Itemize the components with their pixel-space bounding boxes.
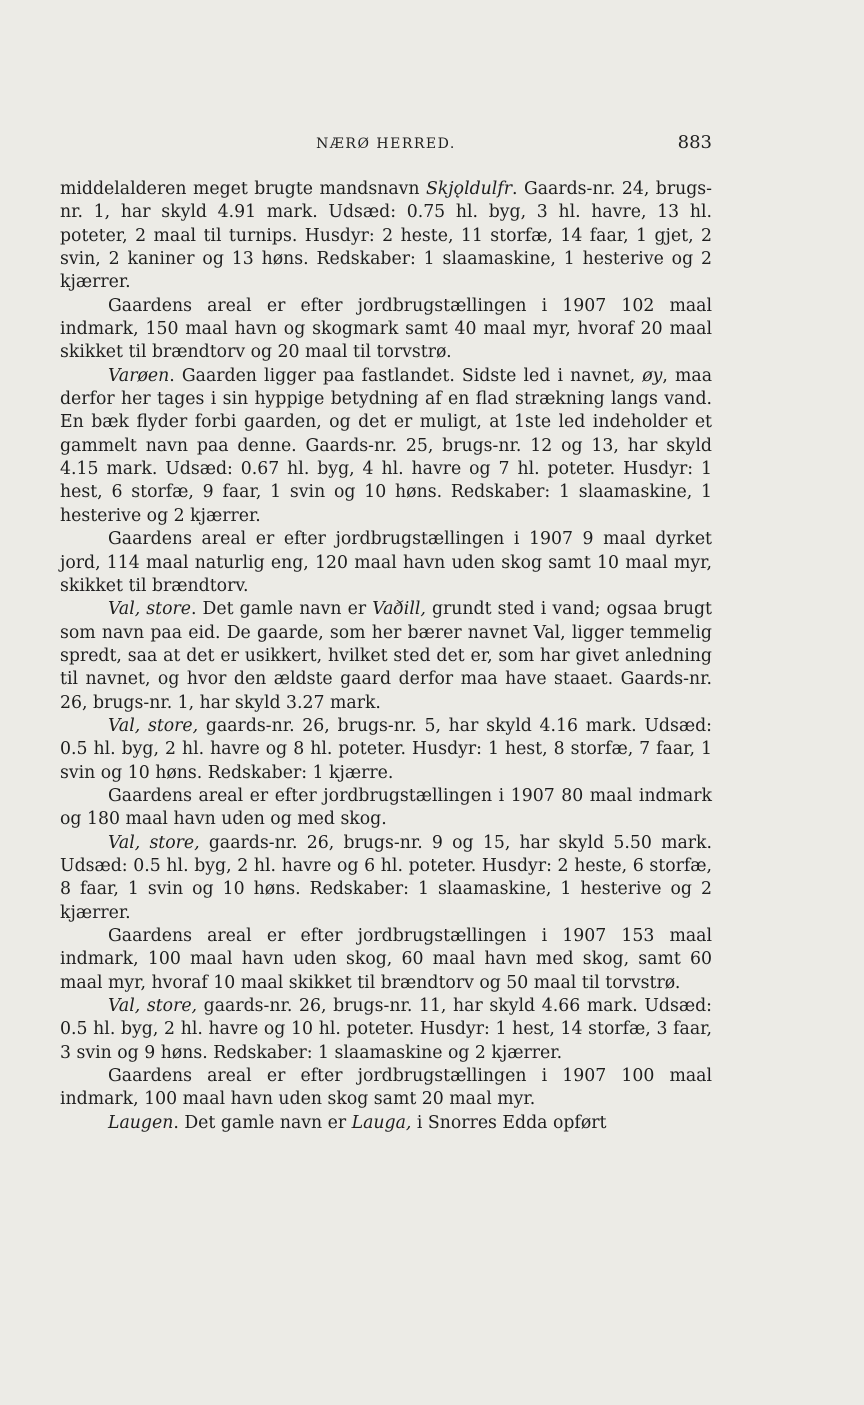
italic-run: øy bbox=[642, 365, 663, 386]
text-run: gaards-nr. 26, brugs-nr. 11, har skyld 4.66 mark. Udsæd: 0.5 hl. byg, 2 hl. havre og 10 hl. poteter. Husdyr: 1 hest, 14 storfæ, 3 faar, 3 svin og 9 høns. Redskaber: 1 slaamaskine og 2 kjærrer. bbox=[60, 996, 712, 1063]
italic-run: Val, store, bbox=[108, 715, 199, 736]
paragraph bbox=[60, 365, 712, 528]
text-run: . Gaarden ligger paa fastlandet. Sidste led i navnet, bbox=[169, 365, 643, 386]
text-run: . Gaards-nr. 24, brugs-nr. 1, har skyld 4.91 mark. Udsæd: 0.75 hl. byg, 3 hl. havre, 13 hl. poteter, 2 maal til turnips. Husdyr: 2 heste, 11 storfæ, 14 faar, 1 gjet, 2 svin, 2 kaniner og 13 høns. Redskaber: 1 slaamaskine, 1 hesterive og 2 kjærrer. bbox=[60, 179, 712, 293]
text-run: Gaardens areal er efter jordbrugstællingen i 1907 100 maal indmark, 100 maal havn uden skog samt 20 maal myr. bbox=[60, 1066, 712, 1110]
paragraph bbox=[60, 528, 712, 598]
text-run: , maa derfor her tages i sin hyppige betydning af en flad strækning langs vand. En bæk flyder forbi gaarden, og det er muligt, at 1ste led indeholder et gammelt navn paa denne. Gaards-nr. 25, brugs-nr. 12 og 13, har skyld 4.15 mark. Udsæd: 0.67 hl. byg, 4 hl. havre og 7 hl. poteter. Husdyr: 1 hest, 6 storfæ, 9 faar, 1 svin og 10 høns. Redskaber: 1 slaamaskine, 1 hesterive og 2 kjærrer. bbox=[60, 365, 712, 526]
text-run: Gaardens areal er efter jordbrugstællingen i 1907 102 maal indmark, 150 maal havn og skogmark samt 40 maal myr, hvoraf 20 maal skikket til brændtorv og 20 maal til torvstrø. bbox=[60, 295, 712, 363]
paragraph bbox=[60, 1065, 712, 1112]
paragraph bbox=[60, 995, 712, 1065]
text-run: gaards-nr. 26, brugs-nr. 9 og 15, har skyld 5.50 mark. Udsæd: 0.5 hl. byg, 2 hl. havre og 6 hl. poteter. Husdyr: 2 heste, 6 storfæ, 8 faar, 1 svin og 10 høns. Redskaber: 1 slaamaskine, 1 hesterive og 2 kjærrer. bbox=[60, 832, 712, 923]
text-run: middelalderen meget brugte mandsnavn bbox=[60, 179, 426, 199]
paragraph bbox=[60, 925, 712, 995]
text-run: . Det gamle navn er bbox=[191, 599, 373, 620]
italic-run: Val, store, bbox=[108, 996, 198, 1017]
text-run: i Snorres Edda opført bbox=[411, 1112, 607, 1133]
header-title: NÆRØ HERRED. bbox=[316, 136, 456, 152]
italic-run: Val, store, bbox=[108, 832, 200, 853]
paragraph bbox=[60, 832, 712, 925]
page-number: 883 bbox=[677, 132, 712, 153]
text-run: gaards-nr. 26, brugs-nr. 5, har skyld 4.16 mark. Udsæd: 0.5 hl. byg, 2 hl. havre og 8 hl. poteter. Husdyr: 1 hest, 8 storfæ, 7 faar, 1 svin og 10 høns. Redskaber: 1 kjærre. bbox=[60, 715, 712, 783]
italic-run: Val, store bbox=[108, 599, 191, 620]
italic-run: Laugen bbox=[108, 1112, 174, 1133]
text-run: Gaardens areal er efter jordbrugstællingen i 1907 80 maal indmark og 180 maal havn uden og med skog. bbox=[60, 785, 712, 830]
italic-run: Vaðill, bbox=[372, 599, 426, 620]
paragraph bbox=[60, 1112, 712, 1135]
italic-run: Skjǫldulfr bbox=[426, 179, 512, 199]
text-run: Gaardens areal er efter jordbrugstællingen i 1907 9 maal dyrket jord, 114 maal naturlig eng, 120 maal havn uden skog samt 10 maal myr, skikket til brændtorv. bbox=[60, 529, 712, 596]
italic-run: Varøen bbox=[108, 365, 170, 386]
paragraph bbox=[60, 295, 712, 365]
paragraph bbox=[60, 598, 712, 715]
text-run: Gaardens areal er efter jordbrugstællingen i 1907 153 maal indmark, 100 maal havn uden skog, 60 maal havn med skog, samt 60 maal myr, hvoraf 10 maal skikket til brændtorv og 50 maal til torvstrø. bbox=[60, 926, 712, 993]
running-header bbox=[60, 132, 712, 156]
text-run: . Det gamle navn er bbox=[173, 1112, 352, 1133]
italic-run: Lauga, bbox=[351, 1112, 412, 1133]
paragraph bbox=[60, 715, 712, 785]
body-text bbox=[60, 178, 712, 1135]
paragraph bbox=[60, 785, 712, 832]
text-run: grundt sted i vand; ogsaa brugt som navn paa eid. De gaarde, som her bærer navnet Val, ligger temmelig spredt, saa at det er usikkert, hvilket sted det er, som har givet anledning til navnet, og hvor den ældste gaard derfor maa have staaet. Gaards-nr. 26, brugs-nr. 1, har skyld 3.27 mark. bbox=[60, 599, 712, 713]
paragraph bbox=[60, 178, 712, 295]
